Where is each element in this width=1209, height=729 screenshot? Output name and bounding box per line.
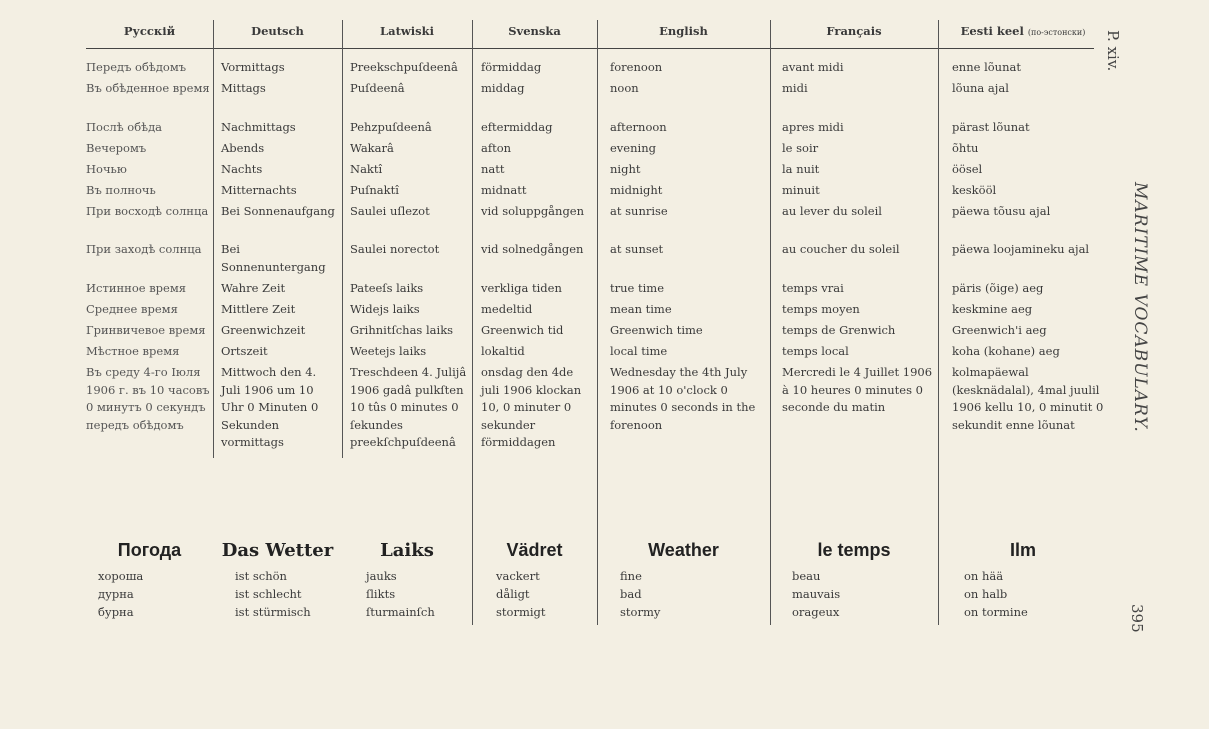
cell-fr: avant midi — [782, 60, 844, 74]
cell-ru: Среднее время — [86, 302, 178, 316]
cell-ru: Мѣстное время — [86, 344, 180, 358]
header-latvian: Latwiski — [380, 24, 434, 38]
cell-lv: Widejs laiks — [350, 302, 420, 316]
cell-sv: natt — [481, 162, 505, 176]
cell-ru: Въ полночь — [86, 183, 156, 197]
cell-fr: temps vrai — [782, 281, 844, 295]
weather-cell-de: ist schön — [235, 569, 287, 583]
cell-de: Vormittags — [221, 60, 285, 74]
cell-fr: le soir — [782, 141, 819, 155]
weather-cell-en: fine — [620, 569, 642, 583]
cell-en: Greenwich time — [610, 323, 703, 337]
cell-sv: midnatt — [481, 183, 527, 197]
weather-heading-estonian: Ilm — [1009, 540, 1036, 560]
cell-de: Abends — [221, 141, 265, 155]
cell-en: at sunset — [610, 242, 664, 256]
cell-et: päris (õige) aeg — [952, 281, 1044, 295]
header-swedish: Svenska — [508, 24, 561, 38]
cell-lv: Puſdeenâ — [350, 81, 405, 95]
weather-cell-de: ist stürmisch — [235, 605, 311, 619]
cell-lv: Saulei norectot — [350, 242, 440, 256]
weather-cell-de: ist schlecht — [235, 587, 302, 601]
cell-sv: medeltid — [481, 302, 533, 316]
cell-ru: Въ среду 4-го Іюля 1906 г. въ 10 часовъ 0 минутъ 0 секундъ передъ обѣдомъ — [86, 365, 210, 432]
column-divider — [770, 20, 771, 625]
cell-en: evening — [610, 141, 656, 155]
cell-et: pärast lõunat — [952, 120, 1030, 134]
cell-fr: minuit — [782, 183, 820, 197]
cell-lv: Pehzpuſdeenâ — [350, 120, 432, 134]
header-german: Deutsch — [251, 24, 304, 38]
weather-cell-en: stormy — [620, 605, 661, 619]
weather-heading-german: Das Wetter — [221, 540, 334, 561]
cell-sv: verkliga tiden — [481, 281, 562, 295]
column-divider — [342, 20, 343, 458]
cell-ru: Гринвичевое время — [86, 323, 206, 337]
weather-cell-ru: дурна — [98, 587, 134, 601]
cell-en: true time — [610, 281, 664, 295]
cell-ru: Въ обѣденное время — [86, 81, 210, 95]
cell-de: Mittlere Zeit — [221, 302, 296, 316]
cell-de: Nachts — [221, 162, 263, 176]
weather-cell-ru: хороша — [98, 569, 144, 583]
weather-cell-lv: jauks — [366, 569, 397, 583]
cell-et: enne lõunat — [952, 60, 1021, 74]
cell-de: Mitternachts — [221, 183, 297, 197]
cell-lv: Preekschpuſdeenâ — [350, 60, 458, 74]
cell-lv: Wakarâ — [350, 141, 394, 155]
cell-sv: vid solnedgången — [481, 242, 584, 256]
cell-et: kolmapäewal (kesknädalal), 4mal juulil 1906 kellu 10, 0 minutit 0 sekundit enne lõunat — [952, 365, 1104, 432]
cell-de: Mittags — [221, 81, 266, 95]
weather-heading-swedish: Vädret — [506, 540, 563, 560]
header-french: Français — [826, 24, 882, 38]
column-divider — [597, 20, 598, 625]
weather-cell-et: on tormine — [964, 605, 1028, 619]
cell-et: keskööl — [952, 183, 997, 197]
cell-sv: vid soluppgången — [481, 204, 585, 218]
cell-ru: При заходѣ солнца — [86, 242, 202, 256]
cell-en: noon — [610, 81, 639, 95]
cell-lv: Grihnitſchas laiks — [350, 323, 454, 337]
header-estonian-label: Eesti keel — [960, 24, 1024, 38]
page-number: 395 — [1128, 604, 1146, 633]
cell-de: Mittwoch den 4. Juli 1906 um 10 Uhr 0 Minuten 0 Sekunden vormittags — [221, 365, 319, 449]
cell-fr: apres midi — [782, 120, 844, 134]
cell-et: öösel — [952, 162, 983, 176]
cell-fr: temps moyen — [782, 302, 860, 316]
header-estonian — [938, 24, 1108, 38]
cell-en: at sunrise — [610, 204, 668, 218]
weather-cell-fr: beau — [792, 569, 821, 583]
cell-ru: Вечеромъ — [86, 141, 147, 155]
cell-de: Greenwichzeit — [221, 323, 306, 337]
column-divider — [213, 20, 214, 458]
weather-cell-fr: mauvais — [792, 587, 841, 601]
cell-lv: Puſnaktî — [350, 183, 399, 197]
cell-en: Wednesday the 4th July 1906 at 10 o'clock 0 minutes 0 seconds in the forenoon — [610, 365, 756, 432]
cell-ru: Ночью — [86, 162, 127, 176]
cell-en: mean time — [610, 302, 672, 316]
cell-et: koha (kohane) aeg — [952, 344, 1060, 358]
section-label: P. xiv. — [1104, 30, 1122, 72]
cell-de: Bei Sonnenuntergang — [221, 242, 326, 274]
weather-cell-et: on hää — [964, 569, 1004, 583]
weather-heading-russian: Погода — [117, 540, 182, 560]
header-estonian-note: (по-эстонски) — [1027, 28, 1086, 37]
cell-sv: afton — [481, 141, 512, 155]
weather-cell-et: on halb — [964, 587, 1008, 601]
cell-sv: lokaltid — [481, 344, 525, 358]
cell-en: forenoon — [610, 60, 663, 74]
cell-fr: la nuit — [782, 162, 820, 176]
weather-heading-latvian: Laiks — [380, 540, 434, 561]
header-top-rule — [86, 48, 1094, 49]
cell-en: afternoon — [610, 120, 667, 134]
cell-lv: Treschdeen 4. Julijâ 1906 gadâ pulkſten 10 tûs 0 minutes 0 ſekundes preekſchpuſdeenâ — [350, 365, 467, 449]
cell-fr: midi — [782, 81, 808, 95]
weather-cell-sv: vackert — [496, 569, 540, 583]
cell-lv: Weetejs laiks — [350, 344, 427, 358]
cell-ru: При восходѣ солнца — [86, 204, 209, 218]
weather-cell-sv: stormigt — [496, 605, 546, 619]
column-divider — [938, 20, 939, 625]
cell-et: päewa tõusu ajal — [952, 204, 1051, 218]
weather-cell-ru: бурна — [98, 605, 134, 619]
running-title: MARITIME VOCABULARY. — [1130, 182, 1150, 433]
cell-sv: onsdag den 4de juli 1906 klockan 10, 0 minuter 0 sekunder förmiddagen — [481, 365, 582, 449]
cell-lv: Naktî — [350, 162, 383, 176]
cell-de: Nachmittags — [221, 120, 296, 134]
weather-cell-sv: dåligt — [496, 587, 530, 601]
cell-sv: Greenwich tid — [481, 323, 564, 337]
cell-ru: Истинное время — [86, 281, 187, 295]
cell-et: õhtu — [952, 141, 979, 155]
header-english: English — [659, 24, 708, 38]
cell-et: lõuna ajal — [952, 81, 1009, 95]
cell-fr: Mercredi le 4 Juillet 1906 à 10 heures 0 minutes 0 seconde du matin — [782, 365, 933, 414]
weather-cell-en: bad — [620, 587, 642, 601]
cell-en: local time — [610, 344, 668, 358]
cell-sv: eftermiddag — [481, 120, 553, 134]
cell-de: Bei Sonnenaufgang — [221, 204, 335, 218]
cell-ru: Передъ обѣдомъ — [86, 60, 187, 74]
weather-cell-lv: ſturmainſch — [366, 605, 435, 619]
cell-et: päewa loojamineku ajal — [952, 242, 1090, 256]
weather-cell-fr: orageux — [792, 605, 840, 619]
cell-sv: förmiddag — [481, 60, 542, 74]
cell-lv: Pateeſs laiks — [350, 281, 424, 295]
cell-de: Ortszeit — [221, 344, 268, 358]
weather-heading-english: Weather — [648, 540, 719, 560]
weather-heading-french: le temps — [817, 540, 891, 560]
cell-sv: middag — [481, 81, 525, 95]
cell-lv: Saulei uſlezot — [350, 204, 430, 218]
header-russian: Русскій — [123, 24, 176, 38]
cell-fr: temps local — [782, 344, 849, 358]
cell-fr: au coucher du soleil — [782, 242, 900, 256]
cell-en: midnight — [610, 183, 663, 197]
cell-et: keskmine aeg — [952, 302, 1033, 316]
weather-cell-lv: ſlikts — [366, 587, 396, 601]
cell-fr: temps de Grenwich — [782, 323, 896, 337]
cell-de: Wahre Zeit — [221, 281, 286, 295]
cell-fr: au lever du soleil — [782, 204, 882, 218]
column-divider — [472, 20, 473, 625]
cell-en: night — [610, 162, 641, 176]
cell-ru: Послѣ обѣда — [86, 120, 163, 134]
cell-et: Greenwich'i aeg — [952, 323, 1047, 337]
